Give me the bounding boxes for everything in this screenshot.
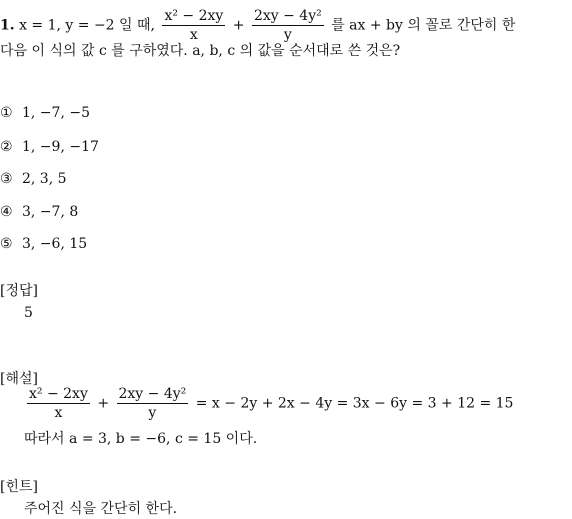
choice-5-mark: ⑤ bbox=[0, 236, 13, 252]
choice-4-mark: ④ bbox=[0, 204, 13, 220]
answer-label: [정답] bbox=[0, 283, 38, 299]
choice-2-mark: ② bbox=[0, 139, 13, 155]
problem-fraction-1-numerator: x² − 2xy bbox=[164, 8, 224, 24]
choice-1-mark: ① bbox=[0, 105, 13, 121]
choice-4-text: 3, −7, 8 bbox=[22, 204, 79, 220]
explanation-conclusion: 따라서 a = 3, b = −6, c = 15 이다. bbox=[24, 431, 258, 447]
choice-3[interactable] bbox=[0, 170, 67, 188]
choice-4[interactable] bbox=[0, 203, 78, 221]
problem-fraction-1-denominator: x bbox=[189, 27, 198, 43]
choice-5-text: 3, −6, 15 bbox=[22, 236, 88, 252]
explanation-fraction-1-numerator: x² − 2xy bbox=[29, 386, 88, 402]
problem-fraction-2 bbox=[252, 8, 324, 43]
choice-1-text: 1, −7, −5 bbox=[22, 105, 90, 121]
explanation-fraction-1-denominator: x bbox=[54, 405, 63, 421]
choice-3-text: 2, 3, 5 bbox=[22, 171, 67, 187]
explanation-label: [해설] bbox=[0, 371, 38, 387]
choice-3-mark: ③ bbox=[0, 171, 13, 187]
explanation-fraction-2 bbox=[117, 386, 189, 421]
problem-instruction: 를 ax + by 의 꼴로 간단히 한 bbox=[331, 17, 516, 34]
problem-condition: x = 1, y = −2 일 때, bbox=[19, 17, 155, 34]
choice-5[interactable] bbox=[0, 235, 87, 253]
explanation-fraction-2-numerator: 2xy − 4y² bbox=[118, 386, 187, 402]
problem-line-1 bbox=[0, 8, 515, 43]
explanation-equation-rest: = x − 2y + 2x − 4y = 3x − 6y = 3 + 12 = 15 bbox=[195, 395, 514, 412]
answer-value: 5 bbox=[24, 305, 33, 321]
explanation-fraction-1 bbox=[27, 386, 90, 421]
problem-fraction-2-denominator: y bbox=[283, 27, 292, 43]
hint-text: 주어진 식을 간단히 한다. bbox=[24, 501, 178, 517]
problem-line-2: 다음 이 식의 값 c 를 구하였다. a, b, c 의 값을 순서대로 쓴 것은? bbox=[0, 43, 401, 59]
problem-fraction-2-numerator: 2xy − 4y² bbox=[253, 8, 322, 24]
choice-2-text: 1, −9, −17 bbox=[22, 139, 99, 155]
explanation-fraction-2-denominator: y bbox=[148, 405, 157, 421]
problem-number: 1. bbox=[0, 17, 15, 34]
choice-2[interactable] bbox=[0, 138, 99, 156]
hint-label: [힌트] bbox=[0, 479, 38, 495]
choice-1[interactable] bbox=[0, 104, 90, 122]
problem-fraction-1 bbox=[162, 8, 225, 43]
explanation-equation bbox=[24, 386, 513, 421]
explanation-plus-sign: + bbox=[97, 395, 110, 412]
problem-plus-sign: + bbox=[232, 17, 245, 34]
